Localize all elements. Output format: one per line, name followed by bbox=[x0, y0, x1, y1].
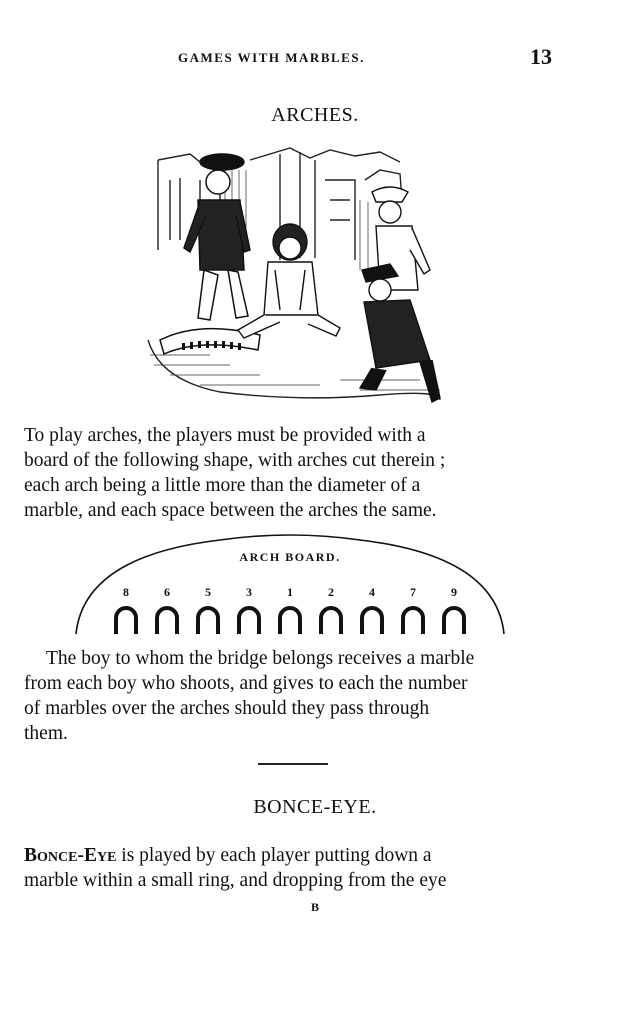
section-title-bonce-eye: BONCE-EYE. bbox=[253, 796, 377, 818]
signature-mark: B bbox=[310, 900, 319, 914]
arch-number: 3 bbox=[246, 585, 252, 599]
arch-number: 8 bbox=[123, 585, 129, 599]
text-line: marble, and each space between the arches the same. bbox=[24, 500, 437, 521]
text-line: board of the following shape, with arches cut therein ; bbox=[24, 450, 446, 471]
arch-openings bbox=[70, 526, 510, 641]
text-line bbox=[24, 843, 558, 868]
arch-opening bbox=[116, 608, 136, 634]
arch-board-diagram bbox=[70, 526, 510, 641]
section-title-arches: ARCHES. bbox=[271, 104, 359, 126]
arch-opening bbox=[280, 608, 300, 634]
arch-number: 2 bbox=[328, 585, 334, 599]
arch-opening bbox=[157, 608, 177, 634]
section-divider bbox=[258, 763, 328, 765]
text-line: from each boy who shoots, and gives to each the number bbox=[24, 673, 468, 694]
arch-opening bbox=[362, 608, 382, 634]
arches-paragraph-2 bbox=[24, 646, 558, 746]
arch-number: 6 bbox=[164, 585, 170, 599]
text-line: marble within a small ring, and dropping from the eye bbox=[24, 870, 447, 891]
running-head bbox=[0, 44, 630, 68]
text-line: them. bbox=[24, 723, 68, 744]
arch-opening bbox=[239, 608, 259, 634]
text-line: each arch being a little more than the diameter of a bbox=[24, 475, 421, 496]
arch-opening bbox=[321, 608, 341, 634]
boys-playing-marbles-illustration bbox=[140, 140, 450, 415]
arch-number: 1 bbox=[287, 585, 293, 599]
arches-paragraph-1 bbox=[24, 423, 558, 523]
arch-number: 9 bbox=[451, 585, 457, 599]
text-line: To play arches, the players must be provided with a bbox=[24, 425, 426, 446]
arch-board-title: ARCH BOARD. bbox=[239, 550, 341, 564]
arch-number: 7 bbox=[410, 585, 416, 599]
text-line: of marbles over the arches should they pass through bbox=[24, 698, 430, 719]
arch-number: 4 bbox=[369, 585, 375, 599]
running-title: GAMES WITH MARBLES. bbox=[178, 50, 365, 65]
text-line: The boy to whom the bridge belongs receives a marble bbox=[46, 648, 475, 669]
arch-opening bbox=[444, 608, 464, 634]
arch-number: 5 bbox=[205, 585, 211, 599]
page-number: 13 bbox=[530, 44, 552, 69]
bonce-eye-paragraph bbox=[24, 843, 558, 893]
arch-opening bbox=[198, 608, 218, 634]
lead-word: Bonce-Eye bbox=[24, 845, 117, 866]
line-rest: is played by each player putting down a bbox=[116, 845, 432, 866]
arch-opening bbox=[403, 608, 423, 634]
